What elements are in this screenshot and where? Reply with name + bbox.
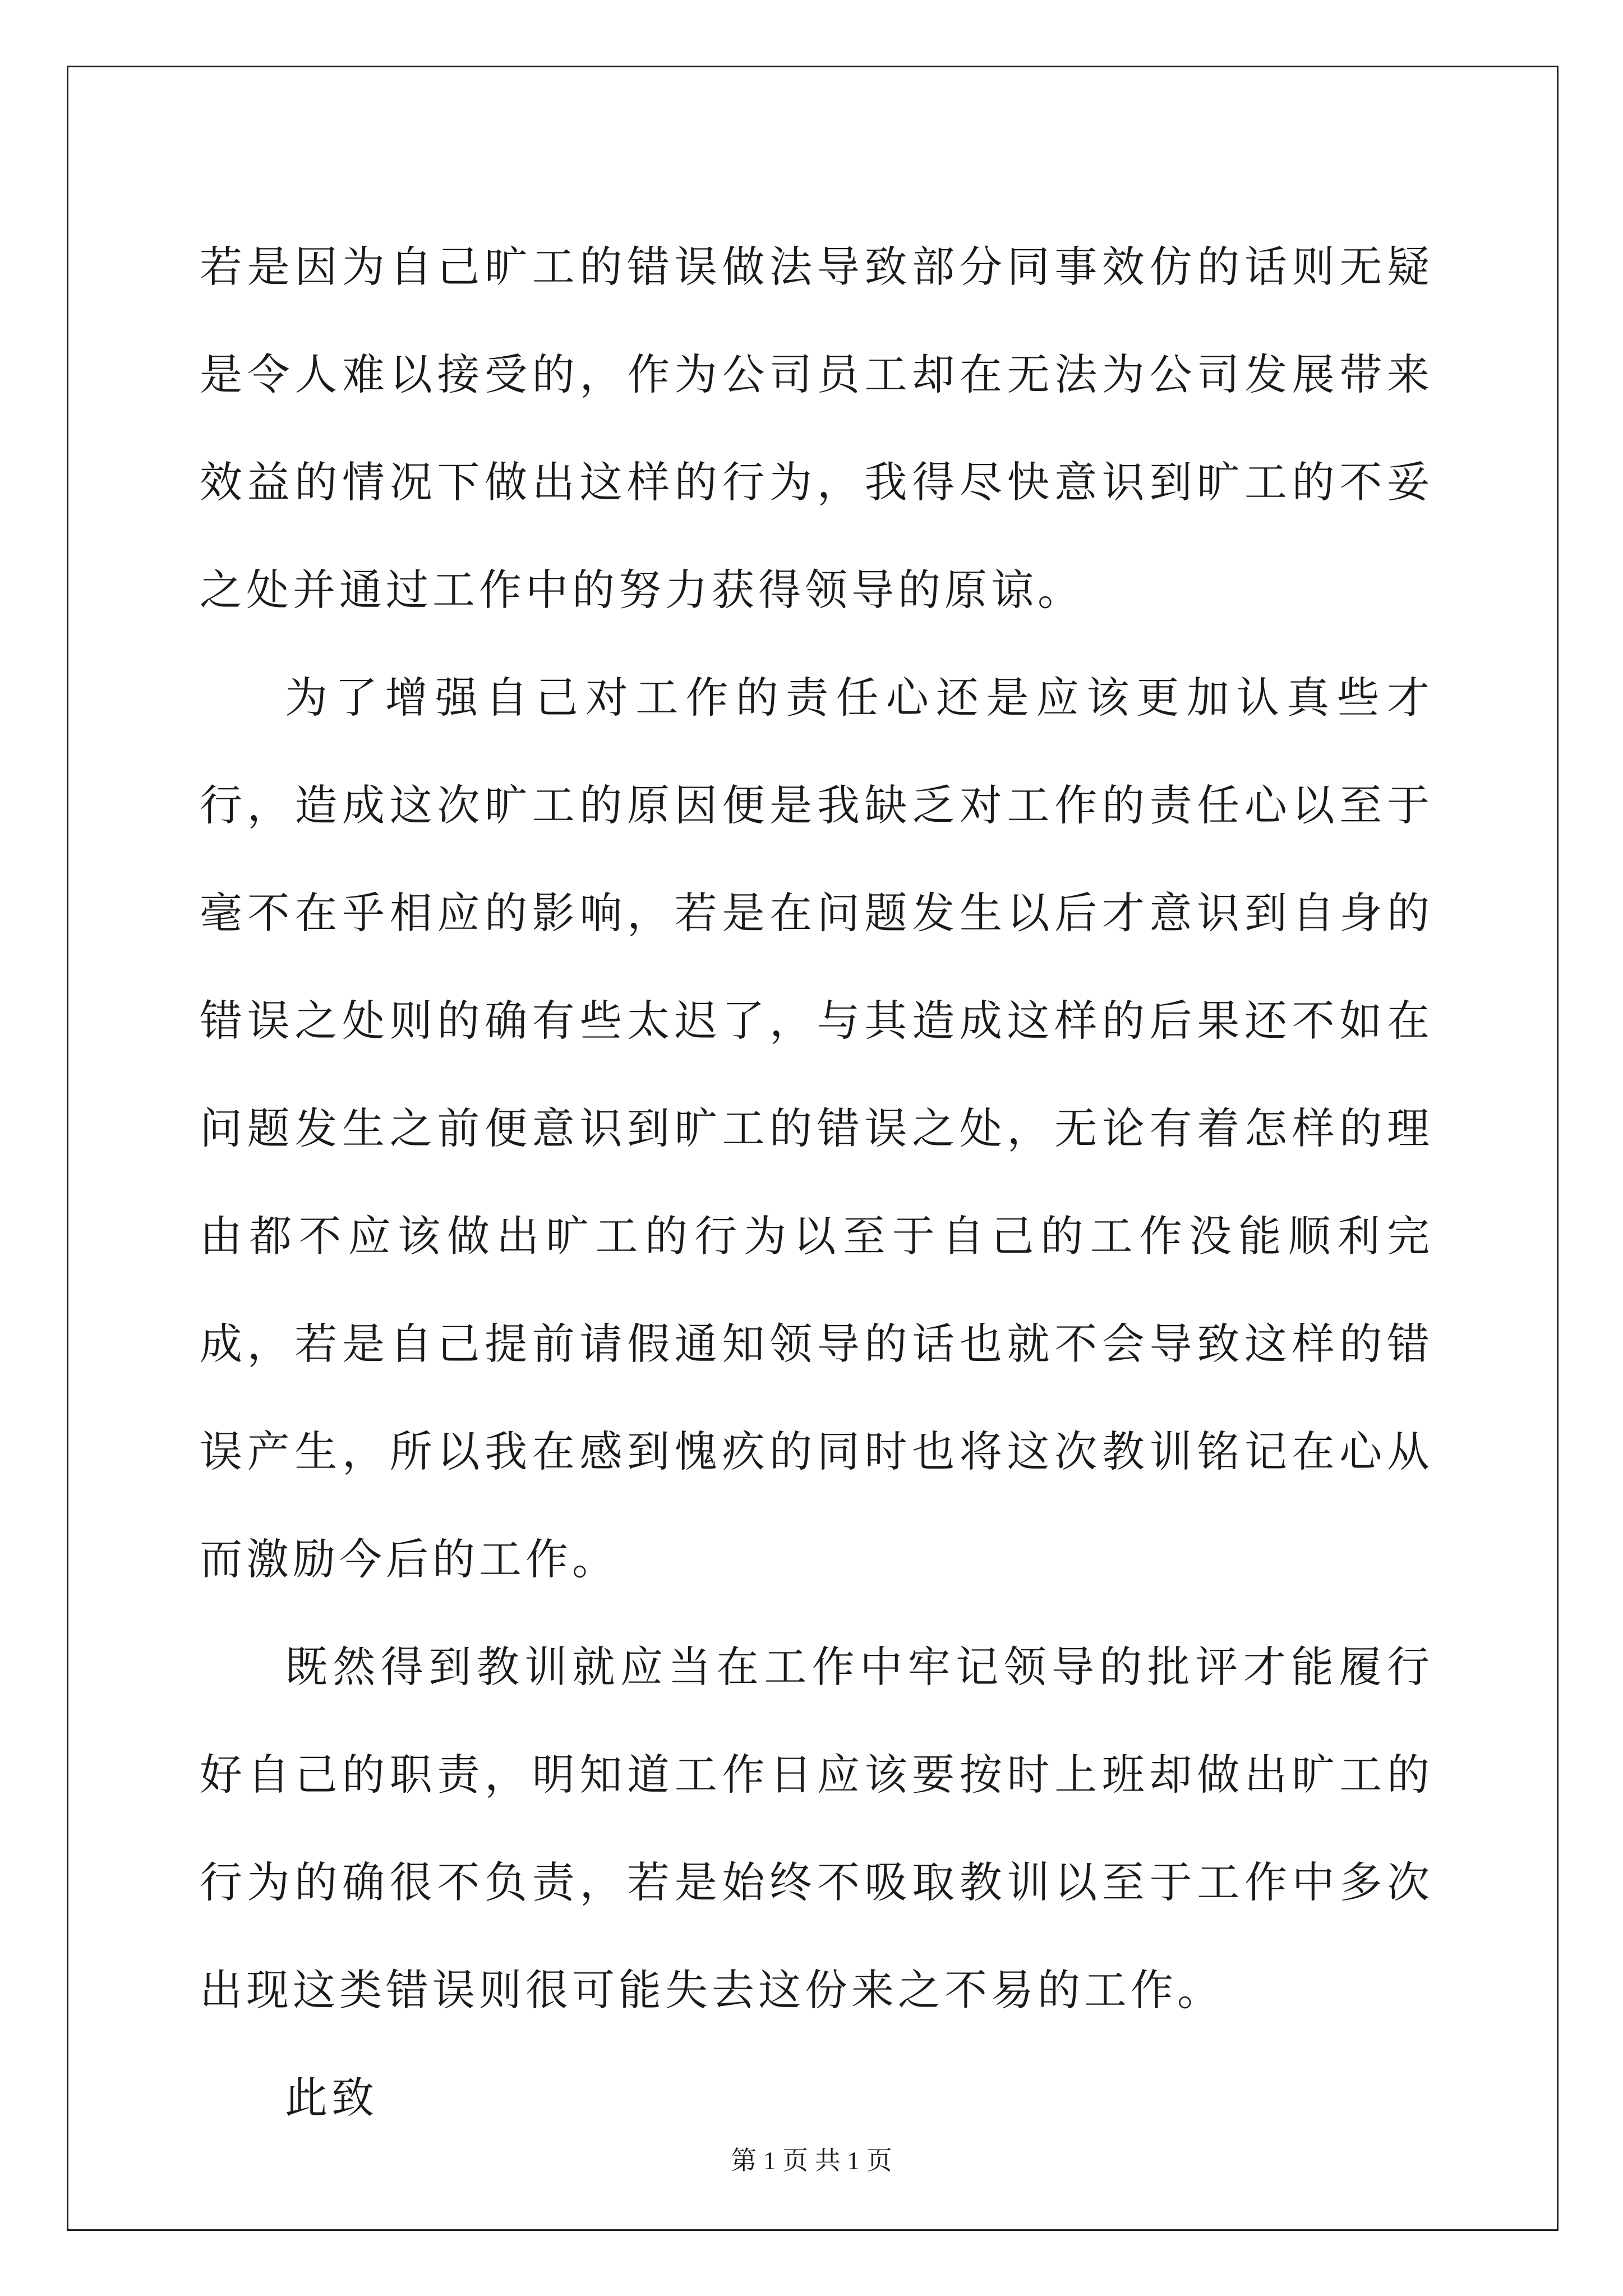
paragraph-2: 为了增强自己对工作的责任心还是应该更加认真些才行，造成这次旷工的原因便是我缺乏对工作的责任心以至于毫不在乎相应的影响，若是在问题发生以后才意识到自身的错误之处则的确有些太迟了，与其造成这样的后果还不如在问题发生之前便意识到旷工的错误之处，无论有着怎样的理由都不应该做出旷工的行为以至于自己的工作没能顺利完成，若是自己提前请假通知领导的话也就不会导致这样的错误产生，所以我在感到愧疚的同时也将这次教训铭记在心从而激励今后的工作。 — [200, 673, 1433, 1584]
document-body — [200, 213, 1433, 2152]
paragraph-1: 若是因为自己旷工的错误做法导致部分同事效仿的话则无疑是令人难以接受的，作为公司员工却在无法为公司发展带来效益的情况下做出这样的行为，我得尽快意识到旷工的不妥之处并通过工作中的努力获得领导的原谅。 — [200, 242, 1433, 615]
closing-salutation: 此致 — [285, 2073, 378, 2123]
paragraph-3: 既然得到教训就应当在工作中牢记领导的批评才能履行好自己的职责，明知道工作日应该要按时上班却做出旷工的行为的确很不负责，若是始终不吸取教训以至于工作中多次出现这类错误则很可能失去这份来之不易的工作。 — [200, 1642, 1433, 2015]
page-number-footer: 第 1 页 共 1 页 — [731, 2146, 892, 2175]
